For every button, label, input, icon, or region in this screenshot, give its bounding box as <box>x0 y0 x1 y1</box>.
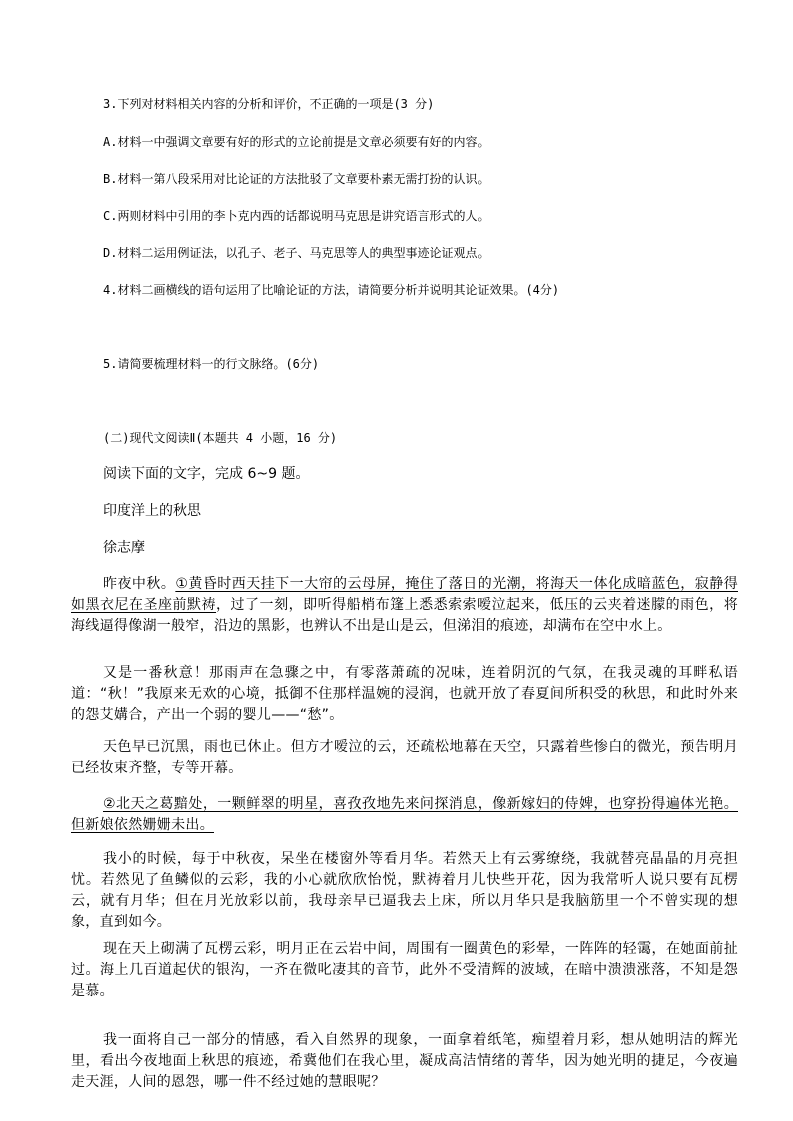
essay-paragraph-2: 又是一番秋意！那雨声在急骤之中，有零落萧疏的况味，连着阴沉的气氛，在我灵魂的耳畔私语道：“秋！”我原来无欢的心境，抵御不住那样温婉的浸润，也就开放了春夏间所积受的秋思，和此时外来的怨艾媾合，产出一个弱的婴儿——“愁”。 <box>71 665 738 723</box>
paragraph-1-lead: 昨夜中秋。 <box>103 576 176 592</box>
section-heading: (二)现代文阅读Ⅱ(本题共 4 小题，16 分) <box>103 431 338 445</box>
essay-paragraph-4 <box>71 794 738 836</box>
question-3-option-c: C.两则材料中引用的李卜克内西的话都说明马克思是讲究语言形式的人。 <box>103 209 490 223</box>
essay-paragraph-7: 我一面将自己一部分的情感，看入自然界的现象，一面拿着纸笔，痴望着月彩，想从她明洁的辉光里，看出今夜地面上秋思的痕迹，希冀他们在我心里，凝成高洁情绪的菁华，因为她光明的捷足，今夜遍走天涯，人间的恩怨，哪一件不经过她的慧眼呢？ <box>71 1032 738 1090</box>
question-5: 5.请简要梳理材料一的行文脉络。(6分) <box>103 357 320 371</box>
question-3-option-b: B.材料一第八段采用对比论证的方法批驳了文章要朴素无需打扮的认识。 <box>103 172 490 186</box>
section-instruction: 阅读下面的文字，完成 6~9 题。 <box>103 466 310 482</box>
underlined-sentence-2: ②北天之葛黯处，一颗鲜翠的明星，喜孜孜地先来问探消息，像新嫁妇的侍婢，也穿扮得遍体光艳。但新娘依然姗姗未出。 <box>71 796 738 833</box>
paragraph-1-rest: ，过了一刻，即听得船梢布篷上悉悉索索嗳泣起来，低压的云夹着迷朦的雨色，将海线逼得像湖一般窄，沿边的黑影，也辨认不出是山是云，但涕泪的痕迹，却满布在空中水上。 <box>71 597 738 634</box>
essay-paragraph-5: 我小的时候，每于中秋夜，呆坐在楼窗外等看月华。若然天上有云雾缭绕，我就替亮晶晶的月亮担忧。若然见了鱼鳞似的云彩，我的小心就欣欣怡悦，默祷着月儿快些开花，因为我常听人说只要有瓦楞云，就有月华；但在月光放彩以前，我母亲早已逼我去上床，所以月华只是我脑筋里一个不曾实现的想象，直到如今。 <box>71 851 738 930</box>
essay-title: 印度洋上的秋思 <box>103 503 201 519</box>
underlined-sentence-1: ①黄昏时西天挂下一大帘的云母屏，掩住了落日的光潮，将海天一体化成暗蓝色，寂静得如黑衣尼在圣座前默祷 <box>71 576 738 613</box>
essay-author: 徐志摩 <box>103 540 145 556</box>
essay-paragraph-1 <box>71 574 738 637</box>
question-3-option-d: D.材料二运用例证法，以孔子、老子、马克思等人的典型事迹论证观点。 <box>103 246 490 260</box>
essay-paragraph-3: 天色早已沉黑，雨也已休止。但方才嗳泣的云，还疏松地幕在天空，只露着些惨白的微光，预告明月已经妆束齐整，专等开幕。 <box>71 739 738 776</box>
essay-paragraph-6: 现在天上砌满了瓦楞云彩，明月正在云岩中间，周围有一圈黄色的彩晕，一阵阵的轻霭，在她面前扯过。海上几百道起伏的银沟，一齐在微叱凄其的音节，此外不受清辉的波域，在暗中溃溃涨落，不知是怨是慕。 <box>71 941 738 999</box>
question-3-option-a: A.材料一中强调文章要有好的形式的立论前提是文章必须要有好的内容。 <box>103 135 490 149</box>
question-3-stem: 3.下列对材料相关内容的分析和评价，不正确的一项是(3 分) <box>103 97 435 111</box>
question-4: 4.材料二画横线的语句运用了比喻论证的方法，请简要分析并说明其论证效果。(4分) <box>103 283 560 297</box>
